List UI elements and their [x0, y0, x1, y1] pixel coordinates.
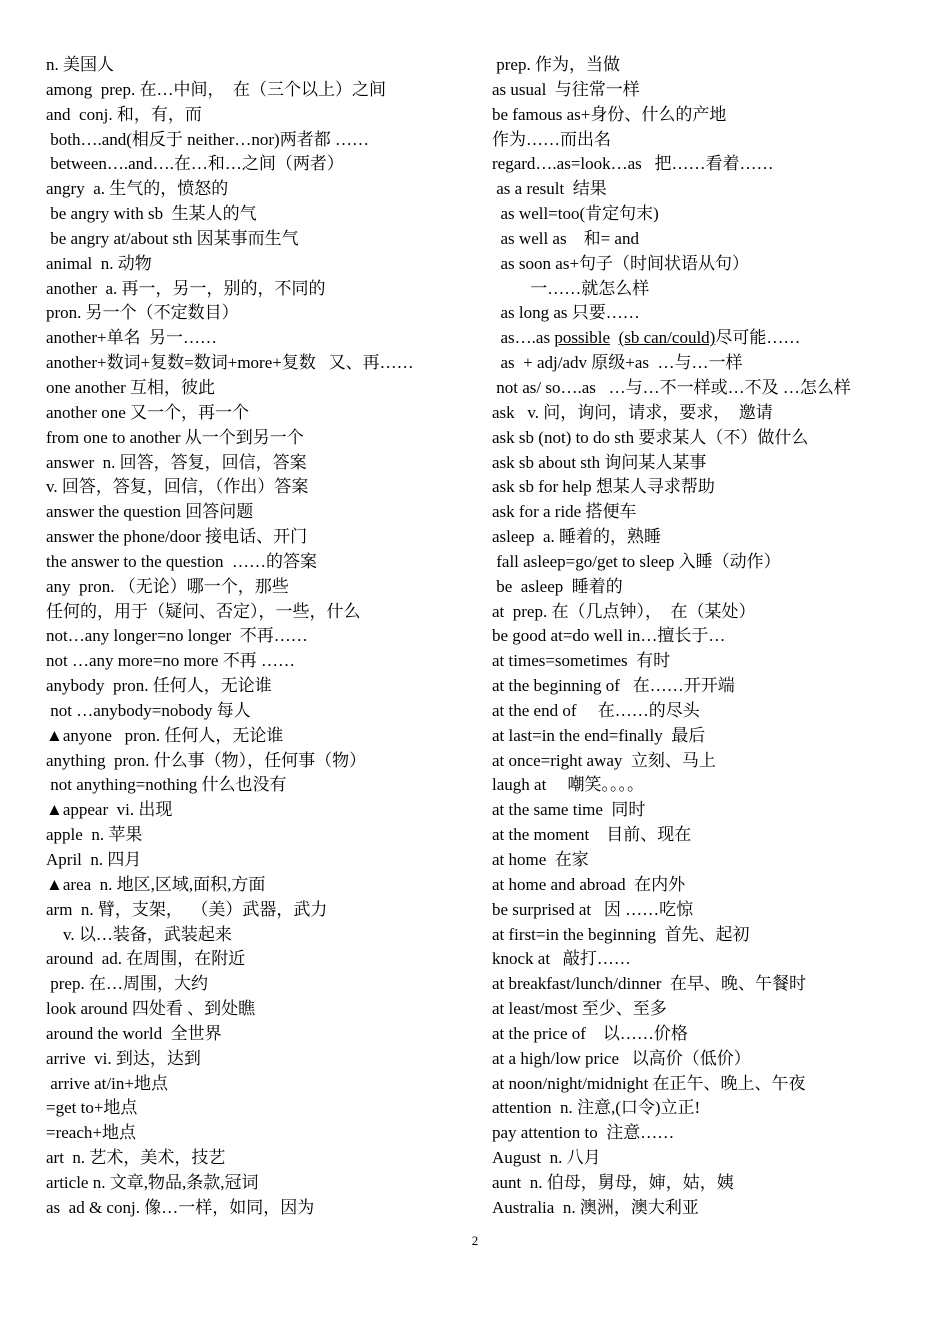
left-column	[46, 53, 466, 1221]
vocab-line: not …anybody=nobody 每人	[46, 700, 251, 720]
vocab-line: prep. 在…周围，大约	[46, 974, 208, 994]
vocab-line: be asleep 睡着的	[492, 576, 623, 596]
vocab-line: =get to+地点	[46, 1098, 138, 1118]
vocab-line: not as/ so….as …与…不一样或…不及 …怎么样	[492, 377, 851, 397]
vocab-line: arrive vi. 到达，达到	[46, 1048, 201, 1068]
vocab-line: 一……就怎么样	[492, 278, 650, 298]
vocab-line: the answer to the question ……的答案	[46, 551, 318, 571]
vocab-line: as soon as+句子（时间状语从句）	[492, 253, 750, 273]
line-segment	[610, 328, 619, 347]
vocab-line: art n. 艺术，美术，技艺	[46, 1148, 226, 1168]
vocab-line: pron. 另一个（不定数目）	[46, 303, 239, 323]
vocab-line	[492, 326, 932, 351]
vocab-line: aunt n. 伯母，舅母，婶，姑，姨	[492, 1172, 734, 1192]
page-number: 2	[471, 1233, 479, 1248]
vocab-line: ask for a ride 搭便车	[492, 502, 637, 522]
vocab-line: at the beginning of 在……开开端	[492, 676, 735, 696]
vocab-line: between….and….在…和…之间（两者）	[46, 154, 344, 174]
vocab-line: apple n. 苹果	[46, 825, 143, 845]
vocab-line: animal n. 动物	[46, 253, 152, 273]
vocab-line: at last=in the end=finally 最后	[492, 725, 706, 745]
vocab-line: ask sb for help 想某人寻求帮助	[492, 477, 715, 497]
vocab-line: at the same time 同时	[492, 800, 646, 820]
vocab-line: ▲anyone pron. 任何人，无论谁	[46, 725, 284, 745]
vocab-line: from one to another 从一个到另一个	[46, 427, 304, 447]
vocab-line: knock at 敲打……	[492, 949, 631, 969]
vocab-line: prep. 作为，当做	[492, 55, 620, 74]
right-column	[492, 53, 932, 1221]
vocab-line: attention n. 注意,(口令)立正!	[492, 1098, 701, 1118]
underlined-text: (sb can/could)	[618, 328, 716, 348]
vocab-line: Australia n. 澳洲，澳大利亚	[492, 1197, 699, 1217]
vocab-line: August n. 八月	[492, 1148, 601, 1168]
vocab-line: 作为……而出名	[492, 129, 611, 149]
vocab-line: be angry at/about sth 因某事而生气	[46, 228, 299, 248]
vocab-line: =reach+地点	[46, 1123, 136, 1143]
vocab-line: as well as 和= and	[492, 228, 639, 248]
vocab-line: not anything=nothing 什么也没有	[46, 775, 287, 795]
vocab-line: as a result 结果	[492, 179, 607, 199]
vocab-line: at a high/low price 以高价（低价）	[492, 1048, 751, 1068]
vocab-line: another a. 再一，另一，别的，不同的	[46, 278, 326, 298]
vocab-line: be surprised at 因 ……吃惊	[492, 899, 694, 919]
vocab-line: at breakfast/lunch/dinner 在早、晚、午餐时	[492, 974, 806, 994]
vocab-line: at least/most 至少、至多	[492, 999, 667, 1019]
vocab-line: around ad. 在周围，在附近	[46, 949, 246, 969]
vocab-line: at home and abroad 在内外	[492, 874, 686, 894]
vocab-line: another one 又一个，再一个	[46, 402, 250, 422]
vocab-line: angry a. 生气的，愤怒的	[46, 179, 229, 199]
vocab-line: 任何的，用于（疑问、否定），一些，什么	[46, 601, 361, 621]
vocab-line: another+单名 另一……	[46, 328, 218, 348]
vocab-line: ask sb (not) to do sth 要求某人（不）做什么	[492, 427, 809, 447]
vocab-line: anything pron. 什么事（物），任何事（物）	[46, 750, 367, 770]
vocab-line: one another 互相，彼此	[46, 377, 216, 397]
vocab-line: among prep. 在…中间， 在（三个以上）之间	[46, 79, 386, 99]
vocab-line: at noon/night/midnight 在正午、晚上、午夜	[492, 1073, 806, 1093]
vocab-line: ask v. 问，询问，请求，要求， 邀请	[492, 402, 773, 422]
vocab-line: at first=in the beginning 首先、起初	[492, 924, 750, 944]
vocab-line: answer n. 回答，答复，回信，答案	[46, 452, 307, 472]
vocab-line: not …any more=no more 不再 ……	[46, 651, 295, 671]
vocab-line: at home 在家	[492, 850, 589, 869]
vocab-line: and conj. 和，有，而	[46, 104, 202, 124]
vocab-line: answer the question 回答问题	[46, 502, 254, 522]
vocab-line: look around 四处看 、到处瞧	[46, 999, 256, 1019]
vocab-line: at once=right away 立刻、马上	[492, 750, 716, 770]
vocab-line: ▲appear vi. 出现	[46, 800, 173, 820]
vocab-line: another+数词+复数=数词+more+复数 又、再……	[46, 353, 414, 373]
vocab-line: answer the phone/door 接电话、开门	[46, 527, 308, 547]
vocab-line: arm n. 臂，支架， （美）武器，武力	[46, 899, 328, 919]
vocab-line: at times=sometimes 有时	[492, 651, 671, 671]
vocab-line: v. 以…装备，武装起来	[46, 924, 232, 944]
vocab-line: ▲area n. 地区,区域,面积,方面	[46, 874, 266, 894]
underlined-text: possible	[554, 328, 611, 348]
vocab-line: laugh at 嘲笑。。。。	[492, 775, 645, 795]
vocab-line: regard….as=look…as 把……看着……	[492, 154, 774, 174]
vocab-line: n. 美国人	[46, 55, 114, 74]
vocab-line: be good at=do well in…擅长于…	[492, 626, 726, 646]
vocab-line: as ad & conj. 像…一样，如同，因为	[46, 1197, 315, 1217]
vocab-line: not…any longer=no longer 不再……	[46, 626, 308, 646]
vocab-line: asleep a. 睡着的，熟睡	[492, 527, 662, 547]
vocab-line: v. 回答，答复，回信，（作出）答案	[46, 477, 309, 497]
vocab-line: around the world 全世界	[46, 1023, 222, 1043]
vocab-line: at the moment 目前、现在	[492, 825, 692, 845]
vocab-line: as usual 与往常一样	[492, 79, 640, 99]
vocab-line: April n. 四月	[46, 850, 142, 869]
vocab-line: anybody pron. 任何人，无论谁	[46, 676, 272, 696]
vocab-line: at the end of 在……的尽头	[492, 700, 700, 720]
vocab-line: as + adj/adv 原级+as …与…一样	[492, 353, 743, 373]
line-segment: 尽可能……	[715, 328, 801, 348]
vocab-line: pay attention to 注意……	[492, 1123, 675, 1143]
vocab-line: as long as 只要……	[492, 303, 640, 323]
vocab-line: at the price of 以……价格	[492, 1023, 688, 1043]
vocab-line: ask sb about sth 询问某人某事	[492, 452, 707, 472]
line-segment: as….as	[492, 328, 555, 348]
vocab-line: arrive at/in+地点	[46, 1073, 168, 1093]
vocab-line: at prep. 在（几点钟）， 在（某处）	[492, 601, 756, 621]
vocab-line: any pron. （无论）哪一个，那些	[46, 576, 289, 596]
vocab-line: be angry with sb 生某人的气	[46, 204, 257, 224]
vocab-line: both….and(相反于 neither…nor)两者都 ……	[46, 129, 369, 149]
vocab-line: be famous as+身份、什么的产地	[492, 104, 727, 124]
vocab-line: fall asleep=go/get to sleep 入睡（动作）	[492, 551, 781, 571]
vocab-line: as well=too(肯定句末)	[492, 204, 659, 224]
vocab-line: article n. 文章,物品,条款,冠词	[46, 1172, 259, 1192]
